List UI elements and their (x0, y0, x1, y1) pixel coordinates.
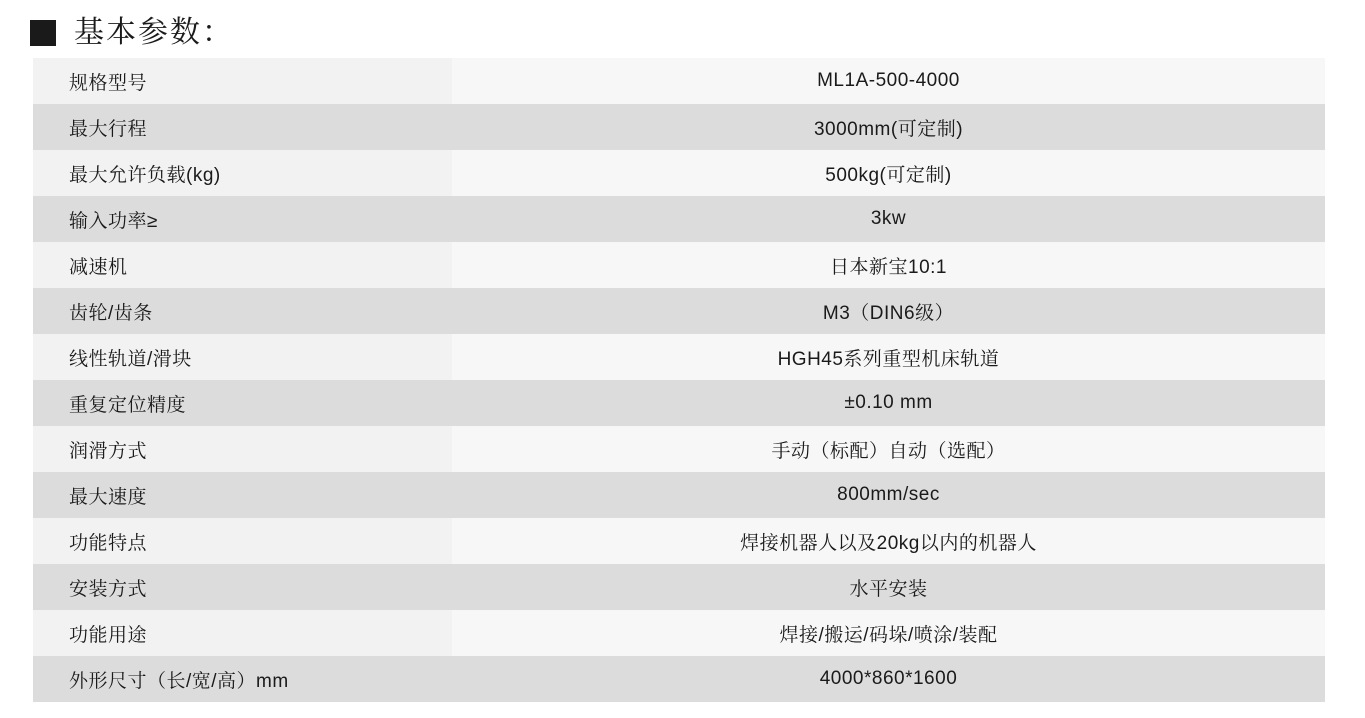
spec-label: 输入功率≥ (33, 196, 452, 242)
table-row (33, 104, 1325, 150)
table-row (33, 518, 1325, 564)
table-row (33, 564, 1325, 610)
spec-label: 减速机 (33, 242, 452, 288)
spec-value: 手动（标配）自动（选配） (452, 426, 1325, 472)
spec-value: 3000mm(可定制) (452, 104, 1325, 150)
table-row (33, 58, 1325, 104)
section-heading (0, 0, 1365, 58)
spec-label: 最大速度 (33, 472, 452, 518)
spec-value: HGH45系列重型机床轨道 (452, 334, 1325, 380)
spec-value: 3kw (452, 196, 1325, 242)
table-row (33, 472, 1325, 518)
square-bullet-icon (30, 20, 56, 46)
spec-value: 水平安装 (452, 564, 1325, 610)
table-row (33, 334, 1325, 380)
page-title: 基本参数： (74, 16, 234, 49)
table-row (33, 150, 1325, 196)
spec-label: 外形尺寸（长/宽/高）mm (33, 656, 452, 702)
table-row (33, 656, 1325, 702)
spec-value: ML1A-500-4000 (452, 58, 1325, 104)
spec-label: 最大行程 (33, 104, 452, 150)
spec-label: 安装方式 (33, 564, 452, 610)
spec-value: ±0.10 mm (452, 380, 1325, 426)
spec-label: 重复定位精度 (33, 380, 452, 426)
spec-value: 500kg(可定制) (452, 150, 1325, 196)
spec-value: 焊接/搬运/码垛/喷涂/装配 (452, 610, 1325, 656)
table-body (33, 58, 1325, 702)
spec-value: 日本新宝10:1 (452, 242, 1325, 288)
spec-label: 规格型号 (33, 58, 452, 104)
table-row (33, 426, 1325, 472)
specifications-table (33, 58, 1325, 702)
spec-label: 功能用途 (33, 610, 452, 656)
table-row (33, 196, 1325, 242)
table-row (33, 288, 1325, 334)
spec-value: 4000*860*1600 (452, 656, 1325, 702)
spec-label: 线性轨道/滑块 (33, 334, 452, 380)
spec-label: 润滑方式 (33, 426, 452, 472)
table-row (33, 242, 1325, 288)
spec-value: 800mm/sec (452, 472, 1325, 518)
spec-label: 齿轮/齿条 (33, 288, 452, 334)
spec-label: 最大允许负载(kg) (33, 150, 452, 196)
table-row (33, 610, 1325, 656)
table-row (33, 380, 1325, 426)
spec-value: M3（DIN6级） (452, 288, 1325, 334)
spec-label: 功能特点 (33, 518, 452, 564)
spec-value: 焊接机器人以及20kg以内的机器人 (452, 518, 1325, 564)
